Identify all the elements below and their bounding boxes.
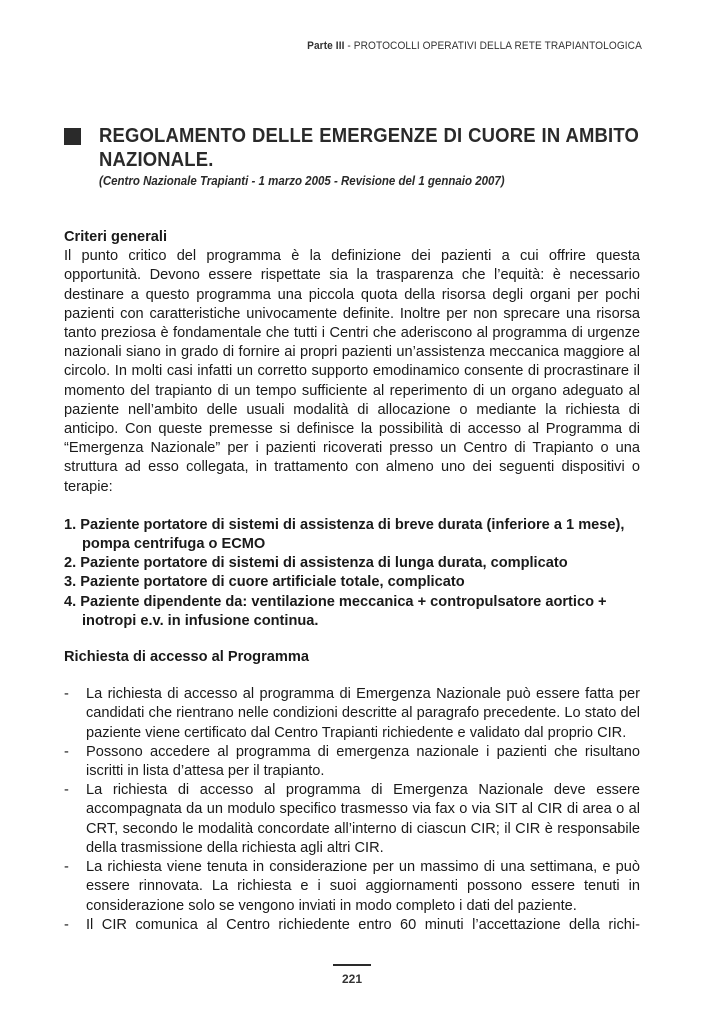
header-part: Parte III [307,40,345,52]
criteria-heading: Criteri generali [64,229,168,245]
request-item-text: La richiesta viene tenuta in considerazione per un massimo di una settimana, e può essere rinnovata. La richiesta e i suoi aggiornamenti possono essere tenuti in considerazione solo se vengono inviati in modo completo i dati del paziente. [86,859,640,914]
request-item [64,685,640,743]
request-item [64,858,640,916]
request-item-text: Possono accedere al programma di emergenza nazionale i pazienti che risultano iscritti in lista d’attesa per il trapianto. [86,743,640,780]
header-section: PROTOCOLLI OPERATIVI DELLA RETE TRAPIANTOLOGICA [353,40,642,52]
main-content [64,228,640,935]
dash-marker: - [64,859,69,876]
dash-marker: - [64,782,69,799]
request-item-text: La richiesta di accesso al programma di Emergenza Nazionale deve essere accompagnata da un modulo specifico trasmesso via fax o via SIT al CIR di area o al CRT, secondo le modalità concordate all’interno di ciascun CIR; il CIR è responsabile della trasmissione della richiesta agli altri CIR. [86,782,640,856]
criteria-item: 2. Paziente portatore di sistemi di assistenza di lunga durata, complicato [64,555,568,572]
request-item [64,743,640,781]
document-title: REGOLAMENTO DELLE EMERGENZE DI CUORE IN AMBITO NAZIONALE. [99,124,639,171]
running-header [307,40,642,52]
request-list [64,685,640,935]
request-heading: Richiesta di accesso al Programma [64,649,309,666]
criteria-list [64,516,640,631]
request-item [64,781,640,858]
title-bullet-square [64,128,81,145]
criteria-paragraph: Il punto critico del programma è la definizione dei pazienti a cui offrire questa opportunità. Devono essere rispettate sia la trasparenza che l’equità: è necessario destinare a questo programma una piccola quota della risorsa degli organi per pochi pazienti con caratteristiche univocamente definite. Inoltre per non sprecare una risorsa tanto preziosa è fondamentale che tutti i Centri che aderiscono al programma di urgenze nazionali siano in grado di fornire ai propri pazienti un’assistenza meccanica maggiore al circolo. In molti casi infatti un corretto supporto emodinamico consente di procrastinare il momento del trapianto di un tempo sufficiente al reperimento di un organo adeguato al paziente nell’ambito delle usuali modalità di allocazione o mediante la richiesta di anticipo. Con queste premesse si definisce la possibilità di accesso al Programma di “Emergenza Nazionale” per i pazienti ricoverati presso un Centro di Trapianto o una struttura ad esso collegata, in trattamento con almeno uno dei seguenti dispositivi o terapie: [64,248,640,495]
dash-marker: - [64,743,69,760]
page-number-rule [333,964,371,966]
dash-marker: - [64,916,69,933]
document-subtitle: (Centro Nazionale Trapianti - 1 marzo 2005 - Revisione del 1 gennaio 2007) [99,174,505,188]
title-block [64,124,644,188]
dash-marker: - [64,686,69,703]
page-number: 221 [341,972,363,986]
header-separator: - [344,40,354,52]
criteria-item: 1. Paziente portatore di sistemi di assistenza di breve durata (inferiore a 1 mese), pompa centrifuga o ECMO [64,516,625,553]
request-item-text: La richiesta di accesso al programma di Emergenza Nazionale può essere fatta per candidati che rientrano nelle condizioni descritte al paragrafo precedente. Lo stato del paziente viene certificato dal Centro Trapianti richiedente e validato dal proprio CIR. [86,686,640,741]
criteria-item: 3. Paziente portatore di cuore artificiale totale, complicato [64,574,465,591]
request-item [64,916,640,935]
request-item-text: Il CIR comunica al Centro richiedente entro 60 minuti l’accettazione della richi- [86,916,640,933]
criteria-item: 4. Paziente dipendente da: ventilazione meccanica + contropulsatore aortico + inotropi e.v. in infusione continua. [64,593,607,629]
